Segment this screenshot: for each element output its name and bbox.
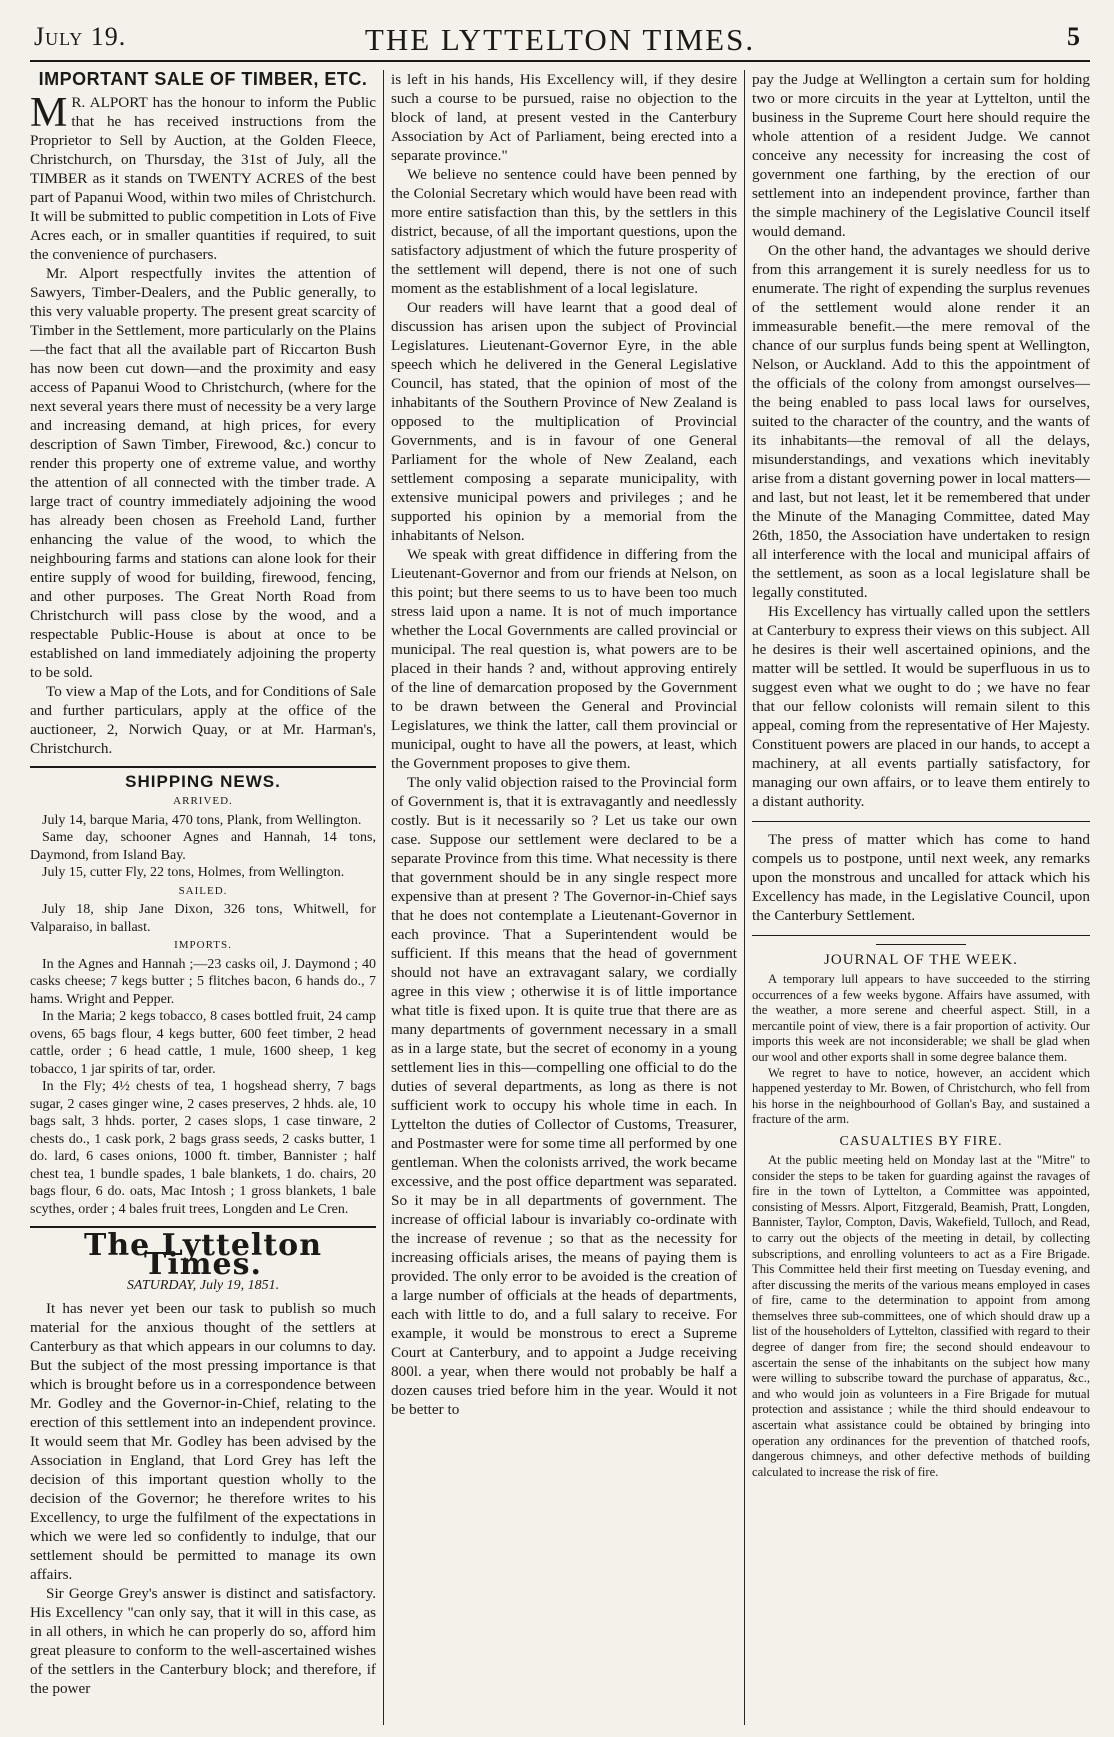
editorial-dateline: SATURDAY, July 19, 1851. <box>126 1278 280 1293</box>
paper-title: THE LYTTELTON TIMES. <box>364 22 756 57</box>
columns <box>30 70 1090 1725</box>
shipping-news <box>30 793 376 1218</box>
sailed-label: SAILED. <box>178 884 228 897</box>
advertisement-paragraph: To view a Map of the Lots, and for Conditions of Sale and further particulars, apply at the office of the auctioneer, 2, Norwich Quay, or at Mr. Harman's, Christchurch. <box>30 683 376 757</box>
editorial-paragraph: Our readers will have learnt that a good deal of discussion has arisen upon the subject of Provincial Legislatures. Lieutenant-Governor Eyre, in the able speech which he delivered in the General Legislative Council, has stated, that the opinion of most of the inhabitants of the Southern Province of New Zealand is opposed to the multiplication of Provincial Governments, and is in favour of one General Parliament for the whole of New Zealand, each settlement composing a separate municipality, with extensive municipal powers and privileges ; and he supported his opinion by a memorial from the inhabitants of Nelson. <box>391 299 737 544</box>
editorial-paragraph: Sir George Grey's answer is distinct and satisfactory. His Excellency "can only say, that it will in this case, as in all others, in which he can properly do so, afford him great pleasure to conform to the well-ascertained wishes of the settlers in the Canterbury block; and therefore, if the power <box>30 1585 376 1697</box>
masthead <box>30 22 1090 62</box>
editorial-paragraph: The press of matter which has come to hand compels us to postpone, until next week, any remarks upon the monstrous and uncalled for attack which his Excellency has made, in the Legislative Council, upon the Canterbury Settlement. <box>752 831 1090 924</box>
section-divider <box>752 935 1090 936</box>
shipping-news-title: SHIPPING NEWS. <box>125 772 281 791</box>
journal-paragraph: A temporary lull appears to have succeeded to the stirring occurrences of a few weeks bygone. Affairs have assumed, with the weather, a more serene and cheerful aspect. Still, in a mercantile point of view, there is a fair proportion of activity. Our imports this week are not inconsiderable; we shall be glad when our wool and other exports shall in some degree balance them. <box>752 972 1090 1064</box>
casualties-paragraph: At the public meeting held on Monday last at the "Mitre" to consider the steps to be taken for guarding against the ravages of fire in the town of Lyttelton, a Committee was appointed, consisting of Messrs. Alport, Fitzgerald, Beamish, Pratt, Longden, Bannister, Taylor, Compton, Davis, Wakefield, Tulloch, and Read, to carry out the objects of the meeting in detail, by collecting subscriptions, and enrolling volunteers to act as a Fire Brigade. This Committee held their first meeting on Tuesday evening, and after discussing the merits of the various means employed in cases of fire, came to the determination to appoint from among themselves three sub-committees, one of which should draw up a list of the householders of Lyttelton, classified with regard to their degree of danger from fire; the second should endeavour to ascertain the sense of the inhabitants on the subject how many were willing to subscribe toward the purchase of apparatus, &c., and who would join as volunteers in a Fire Brigade for mutual protection and assistance ; while the third should endeavour to ascertain what assistance could be obtained by bringing into operation any ordinances for the prevention of thatched roofs, dangerous chimneys, and other defective methods of building calculated to increase the risk of fire. <box>752 1152 1090 1479</box>
editorial-paragraph: His Excellency has virtually called upon the settlers at Canterbury to express their views on this subject. All he desires is their well ascertained opinions, and the matter will be settled. It would be superfluous in us to suggest even what we ought to do ; we have no fear that our fellow colonists will remain silent to this appeal, coming from the representative of Her Majesty. Constituent powers are placed in our hands, to accept a machinery, at all events partially satisfactory, for managing our own affairs, or to leave them entirely to a distant authority. <box>752 603 1090 810</box>
shipping-entry: July 18, ship Jane Dixon, 326 tons, Whitwell, for Valparaiso, in ballast. <box>30 902 376 935</box>
section-divider <box>752 821 1090 822</box>
editorial-paragraph: is left in his hands, His Excellency will, if they desire such a course to be pursued, raise no objection to the block of land, at present vested in the Canterbury Association by Act of Parliament, being erected into a separate province." <box>391 71 737 164</box>
imports-entry: In the Fly; 4½ chests of tea, 1 hogshead sherry, 7 bags sugar, 2 cases ginger wine, 2 cases preserves, 2 hhds. ale, 10 bags salt, 3 hhds. porter, 2 cases slops, 1 case tinware, 2 chests do., 1 cask pork, 2 bags grass seeds, 2 casks butter, 1 do. lard, 6 cases onions, 1000 ft. timber, Bannister ; half chest tea, 1 bundle spades, 1 bale blankets, 1 do. chairs, 20 bags flour, 6 do. oats, Mac Intosh ; 1 gross blankets, 1 bale scythes, order ; 4 bales fruit trees, Longden and Le Cren. <box>30 1079 376 1217</box>
advertisement-text: R. ALPORT has the honour to inform the Public that he has received instructions from the Proprietor to Sell by Auction, at the Golden Fleece, Christchurch, on Thursday, the 31st of July, all the TIMBER as it stands on TWENTY ACRES of the best part of Papanui Wood, within two miles of Christchurch. It will be submitted to public competition in Lots of Five Acres each, or in smaller quantities if required, to suit the convenience of purchasers. <box>30 94 376 263</box>
section-divider <box>30 766 376 768</box>
casualties-title: CASUALTIES BY FIRE. <box>839 1133 1003 1149</box>
imports-label: IMPORTS. <box>174 939 232 951</box>
column-rule <box>744 70 745 1725</box>
issue-date: July 19. <box>34 22 127 51</box>
journal-title: JOURNAL OF THE WEEK. <box>824 952 1018 968</box>
advertisement-paragraph: Mr. Alport respectfully invites the attention of Sawyers, Timber-Dealers, and the Public generally, to this very valuable property. The present great scarcity of Timber in the Settlement, more particularly on the Plains—the fact that all the available part of Riccarton Bush has now been cut down—and the proximity and easy access of Papanui Wood to Christchurch, (where for the next several years there must of necessity be a very large and increasing demand, at high prices, for every description of Sawn Timber, Firewood, &c.) concur to render this property one of extreme value, and worthy the attention of all connected with the timber trade. A large tract of country immediately adjoining the wood has already been chosen as Freehold Land, further enhancing the value of the wood, to which the neighbouring farms and stations can alone look for their entire supply of wood for building, firewood, fencing, and other purposes. The Great North Road from Christchurch will pass close by the wood, and a respectable Public-House is about at once to be established on land immediately adjoining the property to be sold. <box>30 265 376 681</box>
column-2 <box>391 70 737 1725</box>
shipping-entry: July 14, barque Maria, 470 tons, Plank, from Wellington. <box>42 812 362 828</box>
editorial-paragraph: The only valid objection raised to the Provincial form of Government is, that it is extravagantly and needlessly costly. But is it necessarily so ? Let us take our own case. Suppose our settlement were declared to be a separate Province from this time. What necessity is there that government should be in any single respect more expensive than at present ? The Governor-in-Chief says that he does not contemplate a Lieutenant-Governor in each province. That a Superintendent would be sufficient. If this means that the head of government should not have an extravagant salary, we cordially agree in this view ; otherwise it is of little importance what title is fixed upon. It is quite true that there are as many departments of government necessary in a small as in a large state, but the secret of economy in a young settlement lies in this—compelling one official to do the duties of several departments, as long as there is not sufficient work to occupy his whole time in each. In Lyttelton the duties of Collector of Customs, Treasurer, and Postmaster were for some time all performed by one gentleman. When the colonists arrived, the work became excessive, and the post office department was separated. So it may be in all departments of government. The increase of official labour is invariably co-ordinate with the increase of revenue ; so that as the necessity for increasing officials arises, the means of paying them is provided. The only error to be avoided is the creation of a large number of officials at the heads of departments, each with little to do, and a full salary to receive. For example, it would be monstrous to erect a Supreme Court at Canterbury, and to appoint a Judge receiving 800l. a year, when there would not probably be half a dozen causes tried before him in the year. Would it not be better to <box>391 774 737 1418</box>
editorial-paragraph: We believe no sentence could have been penned by the Colonial Secretary which would have been read with more entire satisfaction than this, by the settlers in this district, because, of all the important questions, upon the satisfactory adjustment of which the future prosperity of the settlement will depend, there is not one of such moment as the establishment of a local legislature. <box>391 166 737 297</box>
page-number: 5 <box>1067 22 1080 51</box>
drop-cap: M <box>30 90 68 136</box>
journal-paragraph: We regret to have to notice, however, an accident which happened yesterday to Mr. Bowen, of Christchurch, who fell from his horse in the neighbourhood of Gollan's Bay, and sustained a fracture of the arm. <box>752 1065 1090 1127</box>
column-3 <box>752 70 1090 1725</box>
paper-nameplate: The Lyttelton Times. <box>84 1228 322 1282</box>
short-rule <box>876 944 966 945</box>
column-1 <box>30 70 376 1725</box>
arrived-label: ARRIVED. <box>173 795 233 807</box>
editorial-paragraph: pay the Judge at Wellington a certain sum for holding two or more circuits in the year at Lyttelton, until the business in the Supreme Court here should require the whole attention of a resident Judge. We cannot conceive any necessity for increasing the cost of government one farthing, by the erection of our settlement into an independent province, farther than the simple machinery of the Legislative Council itself would demand. <box>752 71 1090 240</box>
editorial-paragraph: It has never yet been our task to publish so much material for the anxious thought of the settlers at Canterbury as that which appears in our columns to day. But the subject of the most pressing importance is that which is brought before us in a correspondence between Mr. Godley and the Governor-in-Chief, relating to the erection of this settlement into an independent province. It would seem that Mr. Godley has been advised by the Association in England, that Lord Grey has left the decision of this important question wholly to the decision of the Governor; he therefore writes to his Excellency, to urge the fulfilment of the expectations in which we were led so confidently to indulge, that our settlement should be permitted to manage its own affairs. <box>30 1300 376 1583</box>
column-rule <box>383 70 384 1725</box>
shipping-entry: July 15, cutter Fly, 22 tons, Holmes, from Wellington. <box>42 865 345 880</box>
advertisement-title: IMPORTANT SALE OF TIMBER, ETC. <box>38 70 368 89</box>
imports-entry: In the Maria; 2 kegs tobacco, 8 cases bottled fruit, 24 camp ovens, 65 bags flour, 4 kegs butter, 600 feet timber, 2 head cattle, order ; 6 head cattle, 1 mule, 1600 sheep, 1 keg tobacco, 1 jar spirits of tar, order. <box>30 1009 376 1077</box>
editorial-paragraph: On the other hand, the advantages we should derive from this arrangement it is surely needless for us to enumerate. The right of expending the surplus revenues of the settlement would alone render it an immeasurable benefit.—the mere removal of the chance of our surplus funds being spent at Wellington, Nelson, or Auckland. Add to this the appointment of the officials of the colony from amongst ourselves—the being enabled to pass local laws for ourselves, suited to the character of the country, and the wants of its inhabitants—the removal of all the delays, misunderstandings, and vexations which inevitably arise from a distant governing power in local matters—and last, but not least, let it be remembered that under the Minute of the Managing Committee, dated May 26th, 1850, the Association have undertaken to resign all interference with the local and municipal affairs of the settlement, as soon as a local legislature shall be legally constituted. <box>752 242 1090 601</box>
shipping-entry: Same day, schooner Agnes and Hannah, 14 tons, Daymond, from Island Bay. <box>30 830 376 863</box>
imports-entry: In the Agnes and Hannah ;—23 casks oil, J. Daymond ; 40 casks cheese; 7 kegs butter ; 5 flitches bacon, 6 hands do., 7 hams. Wright and Pepper. <box>30 956 376 1007</box>
editorial-paragraph: We speak with great diffidence in differing from the Lieutenant-Governor and from our friends at Nelson, on this point; but there seems to us to have been too much stress laid upon a name. It is not of much importance whether the Local Governments are called provincial or municipal. The real question is, what powers are to be placed in their hands ? and, without approving entirely of the line of demarcation proposed by the Government to be drawn between the General and Provincial Legislatures, we think the latter, call them provincial or municipal, ought to have all the powers, at least, which the Government proposes to give them. <box>391 546 737 772</box>
advertisement-paragraph <box>30 90 376 264</box>
